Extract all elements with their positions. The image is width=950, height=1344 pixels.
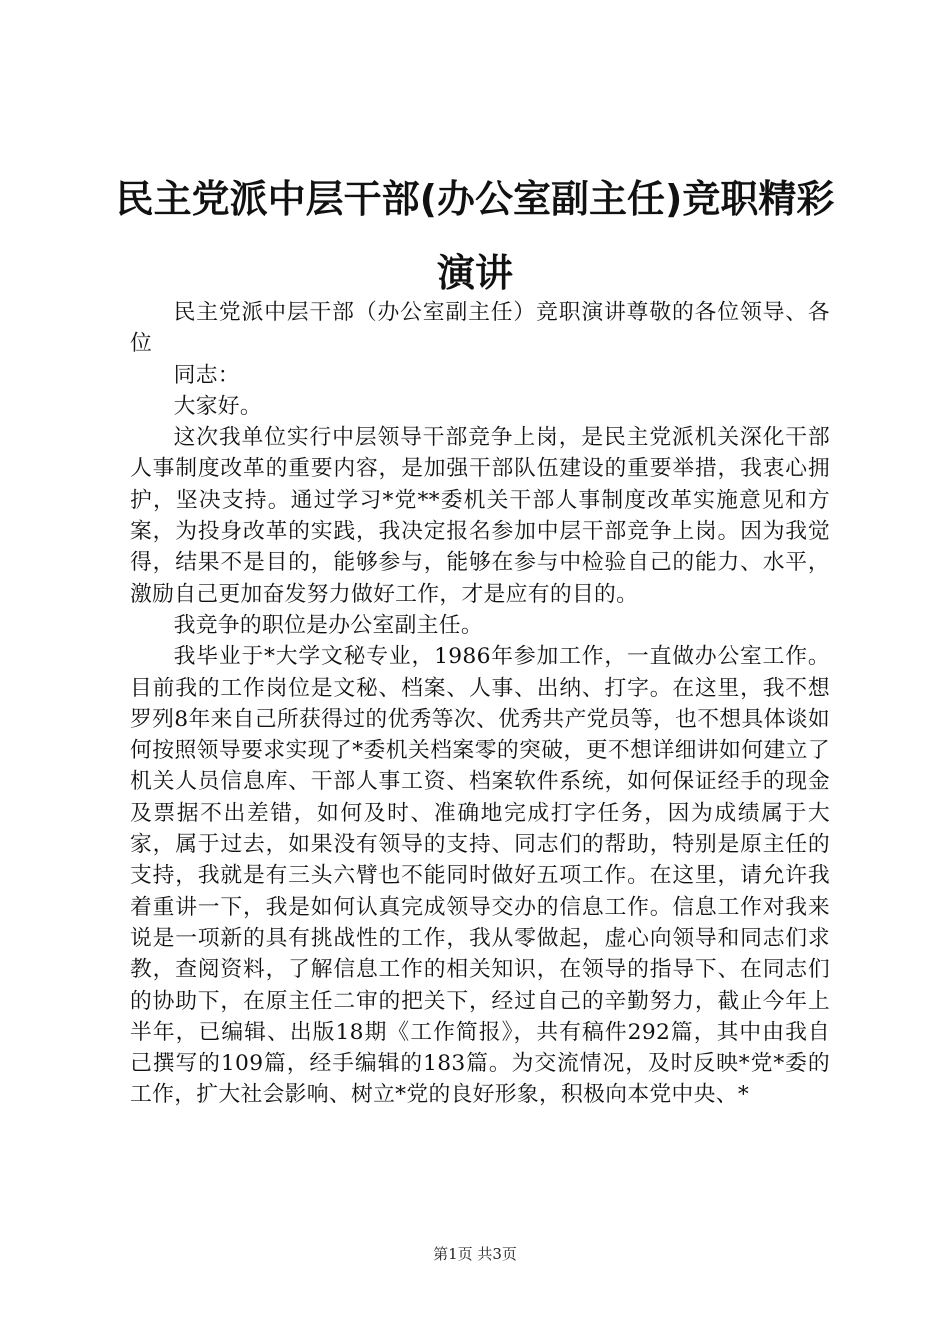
paragraph-greeting: 大家好。 [173, 393, 262, 419]
paragraph-salutation: 同志： [173, 362, 240, 388]
paragraph-opening: 民主党派中层干部（办公室副主任）竞职演讲尊敬的各位领导、各位 [130, 300, 830, 357]
document-body [130, 297, 830, 1111]
page-footer: 第1页 共3页 [433, 1245, 517, 1263]
paragraph-reform: 这次我单位实行中层领导干部竞争上岗，是民主党派机关深化干部人事制度改革的重要内容，是加强干部队伍建设的重要举措，我衷心拥护，坚决支持。通过学习*党**委机关干部人事制度改革实施意见和方案，为投身改革的实践，我决定报名参加中层干部竞争上岗。因为我觉得，结果不是目的，能够参与，能够在参与中检验自己的能力、水平，激励自己更加奋发努力做好工作，才是应有的目的。 [130, 425, 830, 607]
document-title: 民主党派中层干部(办公室副主任)竞职精彩演讲 [115, 177, 835, 295]
paragraph-position: 我竞争的职位是办公室副主任。 [173, 612, 483, 638]
paragraph-experience: 我毕业于*大学文秘专业，1986年参加工作，一直做办公室工作。目前我的工作岗位是文秘、档案、人事、出纳、打字。在这里，我不想罗列8年来自己所获得过的优秀等次、优秀共产党员等，也不想具体谈如何按照领导要求实现了*委机关档案零的突破，更不想详细讲如何建立了机关人员信息库、干部人事工资、档案软件系统，如何保证经手的现金及票据不出差错，如何及时、准确地完成打字任务，因为成绩属于大家，属于过去，如果没有领导的支持、同志们的帮助，特别是原主任的支持，我就是有三头六臂也不能同时做好五项工作。在这里，请允许我着重讲一下，我是如何认真完成领导交办的信息工作。信息工作对我来说是一项新的具有挑战性的工作，我从零做起，虚心向领导和同志们求教，查阅资料，了解信息工作的相关知识，在领导的指导下、在同志们的协助下，在原主任二审的把关下，经过自己的辛勤努力，截止今年上半年，已编辑、出版18期《工作简报》，共有稿件292篇，其中由我自己撰写的109篇，经手编辑的183篇。为交流情况，及时反映*党*委的工作，扩大社会影响、树立*党的良好形象，积极向本党中央、* [130, 644, 830, 1108]
